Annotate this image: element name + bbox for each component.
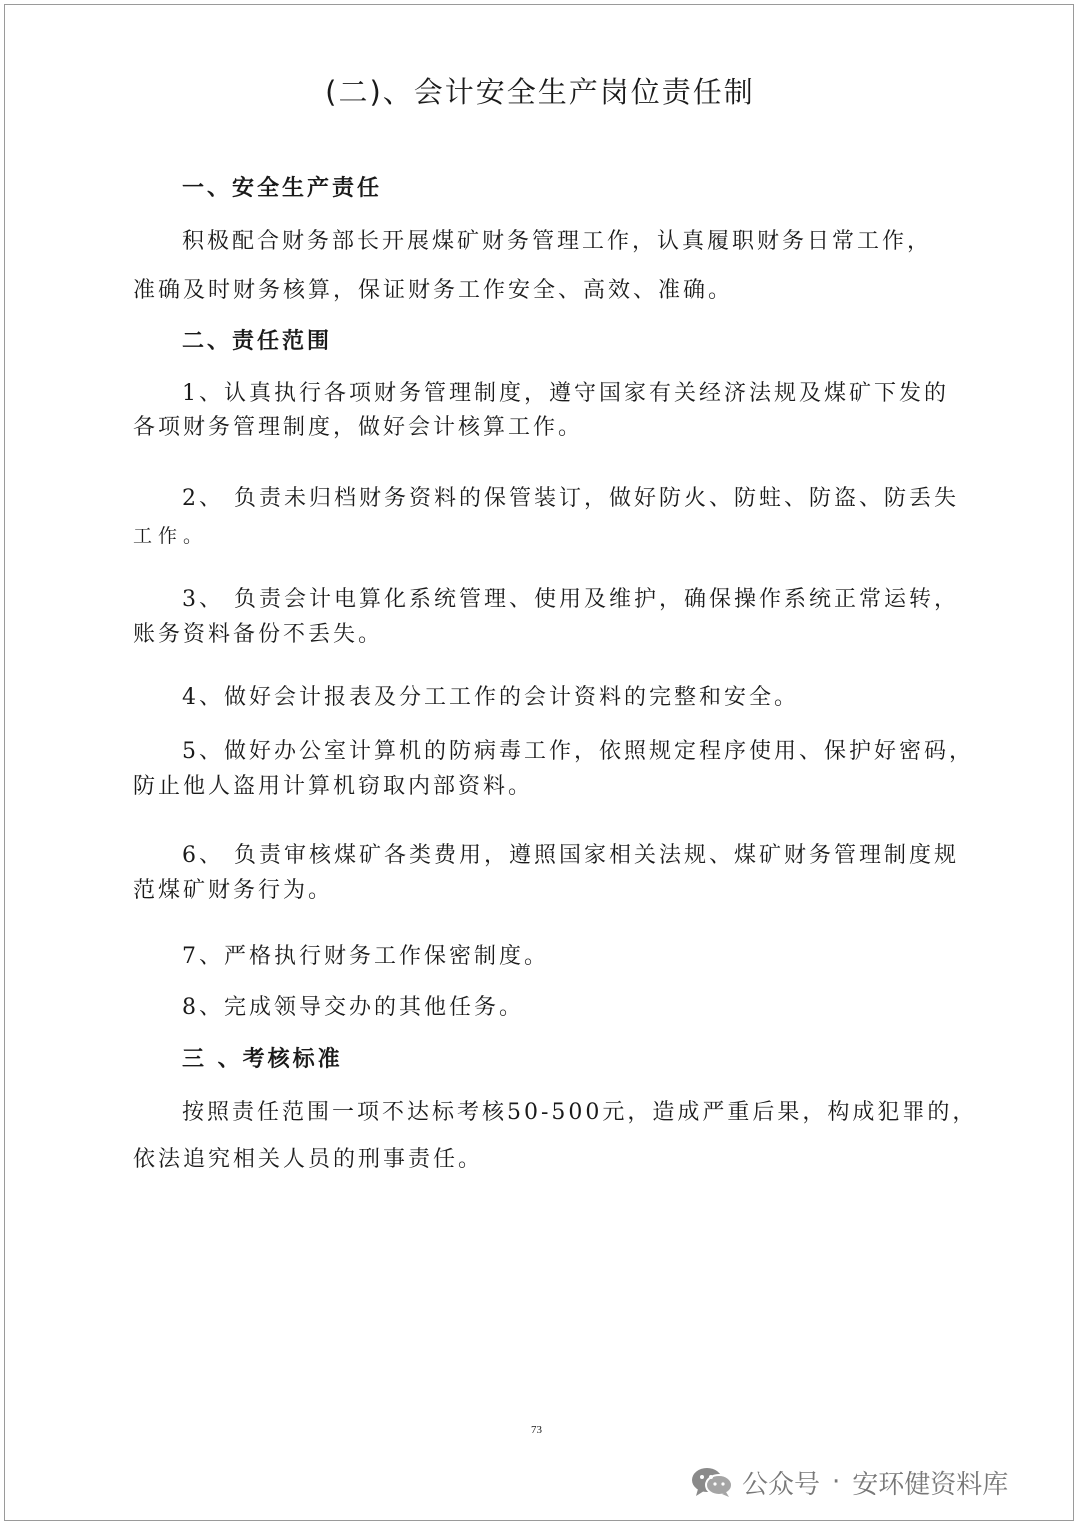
- list-item-line: 1、认真执行各项财务管理制度，遵守国家有关经济法规及煤矿下发的: [182, 381, 949, 406]
- list-item-line: 5、做好办公室计算机的防病毒工作，依照规定程序使用、保护好密码，: [182, 739, 974, 764]
- list-item-line: 7、严格执行财务工作保密制度。: [182, 944, 549, 969]
- list-item-line: 2、 负责未归档财务资料的保管装订，做好防火、防蛀、防盗、防丢失: [182, 486, 959, 511]
- page-title: (二)、会计安全生产岗位责任制: [325, 75, 755, 109]
- list-item-line: 6、 负责审核煤矿各类费用，遵照国家相关法规、煤矿财务管理制度规: [182, 843, 959, 868]
- watermark-separator: ·: [832, 1467, 841, 1497]
- watermark: [690, 1462, 1008, 1502]
- section-heading-3: 三 、考核标准: [182, 1046, 343, 1072]
- section-heading-1: 一、安全生产责任: [182, 175, 383, 201]
- wechat-icon: [690, 1466, 734, 1498]
- section-heading-2: 二、责任范围: [182, 328, 333, 354]
- watermark-label: 公众号: [742, 1469, 821, 1500]
- list-item-line: 防止他人盗用计算机窃取内部资料。: [133, 774, 534, 799]
- page-number: 73: [531, 1424, 542, 1436]
- list-item-line: 3、 负责会计电算化系统管理、使用及维护，确保操作系统正常运转，: [182, 587, 959, 612]
- paragraph-line: 按照责任范围一项不达标考核50-500元，造成严重后果，构成犯罪的，: [182, 1100, 978, 1125]
- list-item-line: 4、做好会计报表及分工工作的会计资料的完整和安全。: [182, 685, 799, 710]
- list-item-line: 工作。: [133, 525, 209, 547]
- list-item-line: 各项财务管理制度，做好会计核算工作。: [133, 415, 584, 440]
- list-item-line: 8、完成领导交办的其他任务。: [182, 995, 524, 1020]
- watermark-name: 安环健资料库: [852, 1469, 1009, 1500]
- paragraph-line: 依法追究相关人员的刑事责任。: [133, 1147, 484, 1172]
- list-item-line: 账务资料备份不丢失。: [133, 622, 384, 647]
- list-item-line: 范煤矿财务行为。: [133, 878, 334, 903]
- paragraph-line: 积极配合财务部长开展煤矿财务管理工作，认真履职财务日常工作，: [182, 229, 933, 254]
- paragraph-line: 准确及时财务核算，保证财务工作安全、高效、准确。: [133, 278, 734, 303]
